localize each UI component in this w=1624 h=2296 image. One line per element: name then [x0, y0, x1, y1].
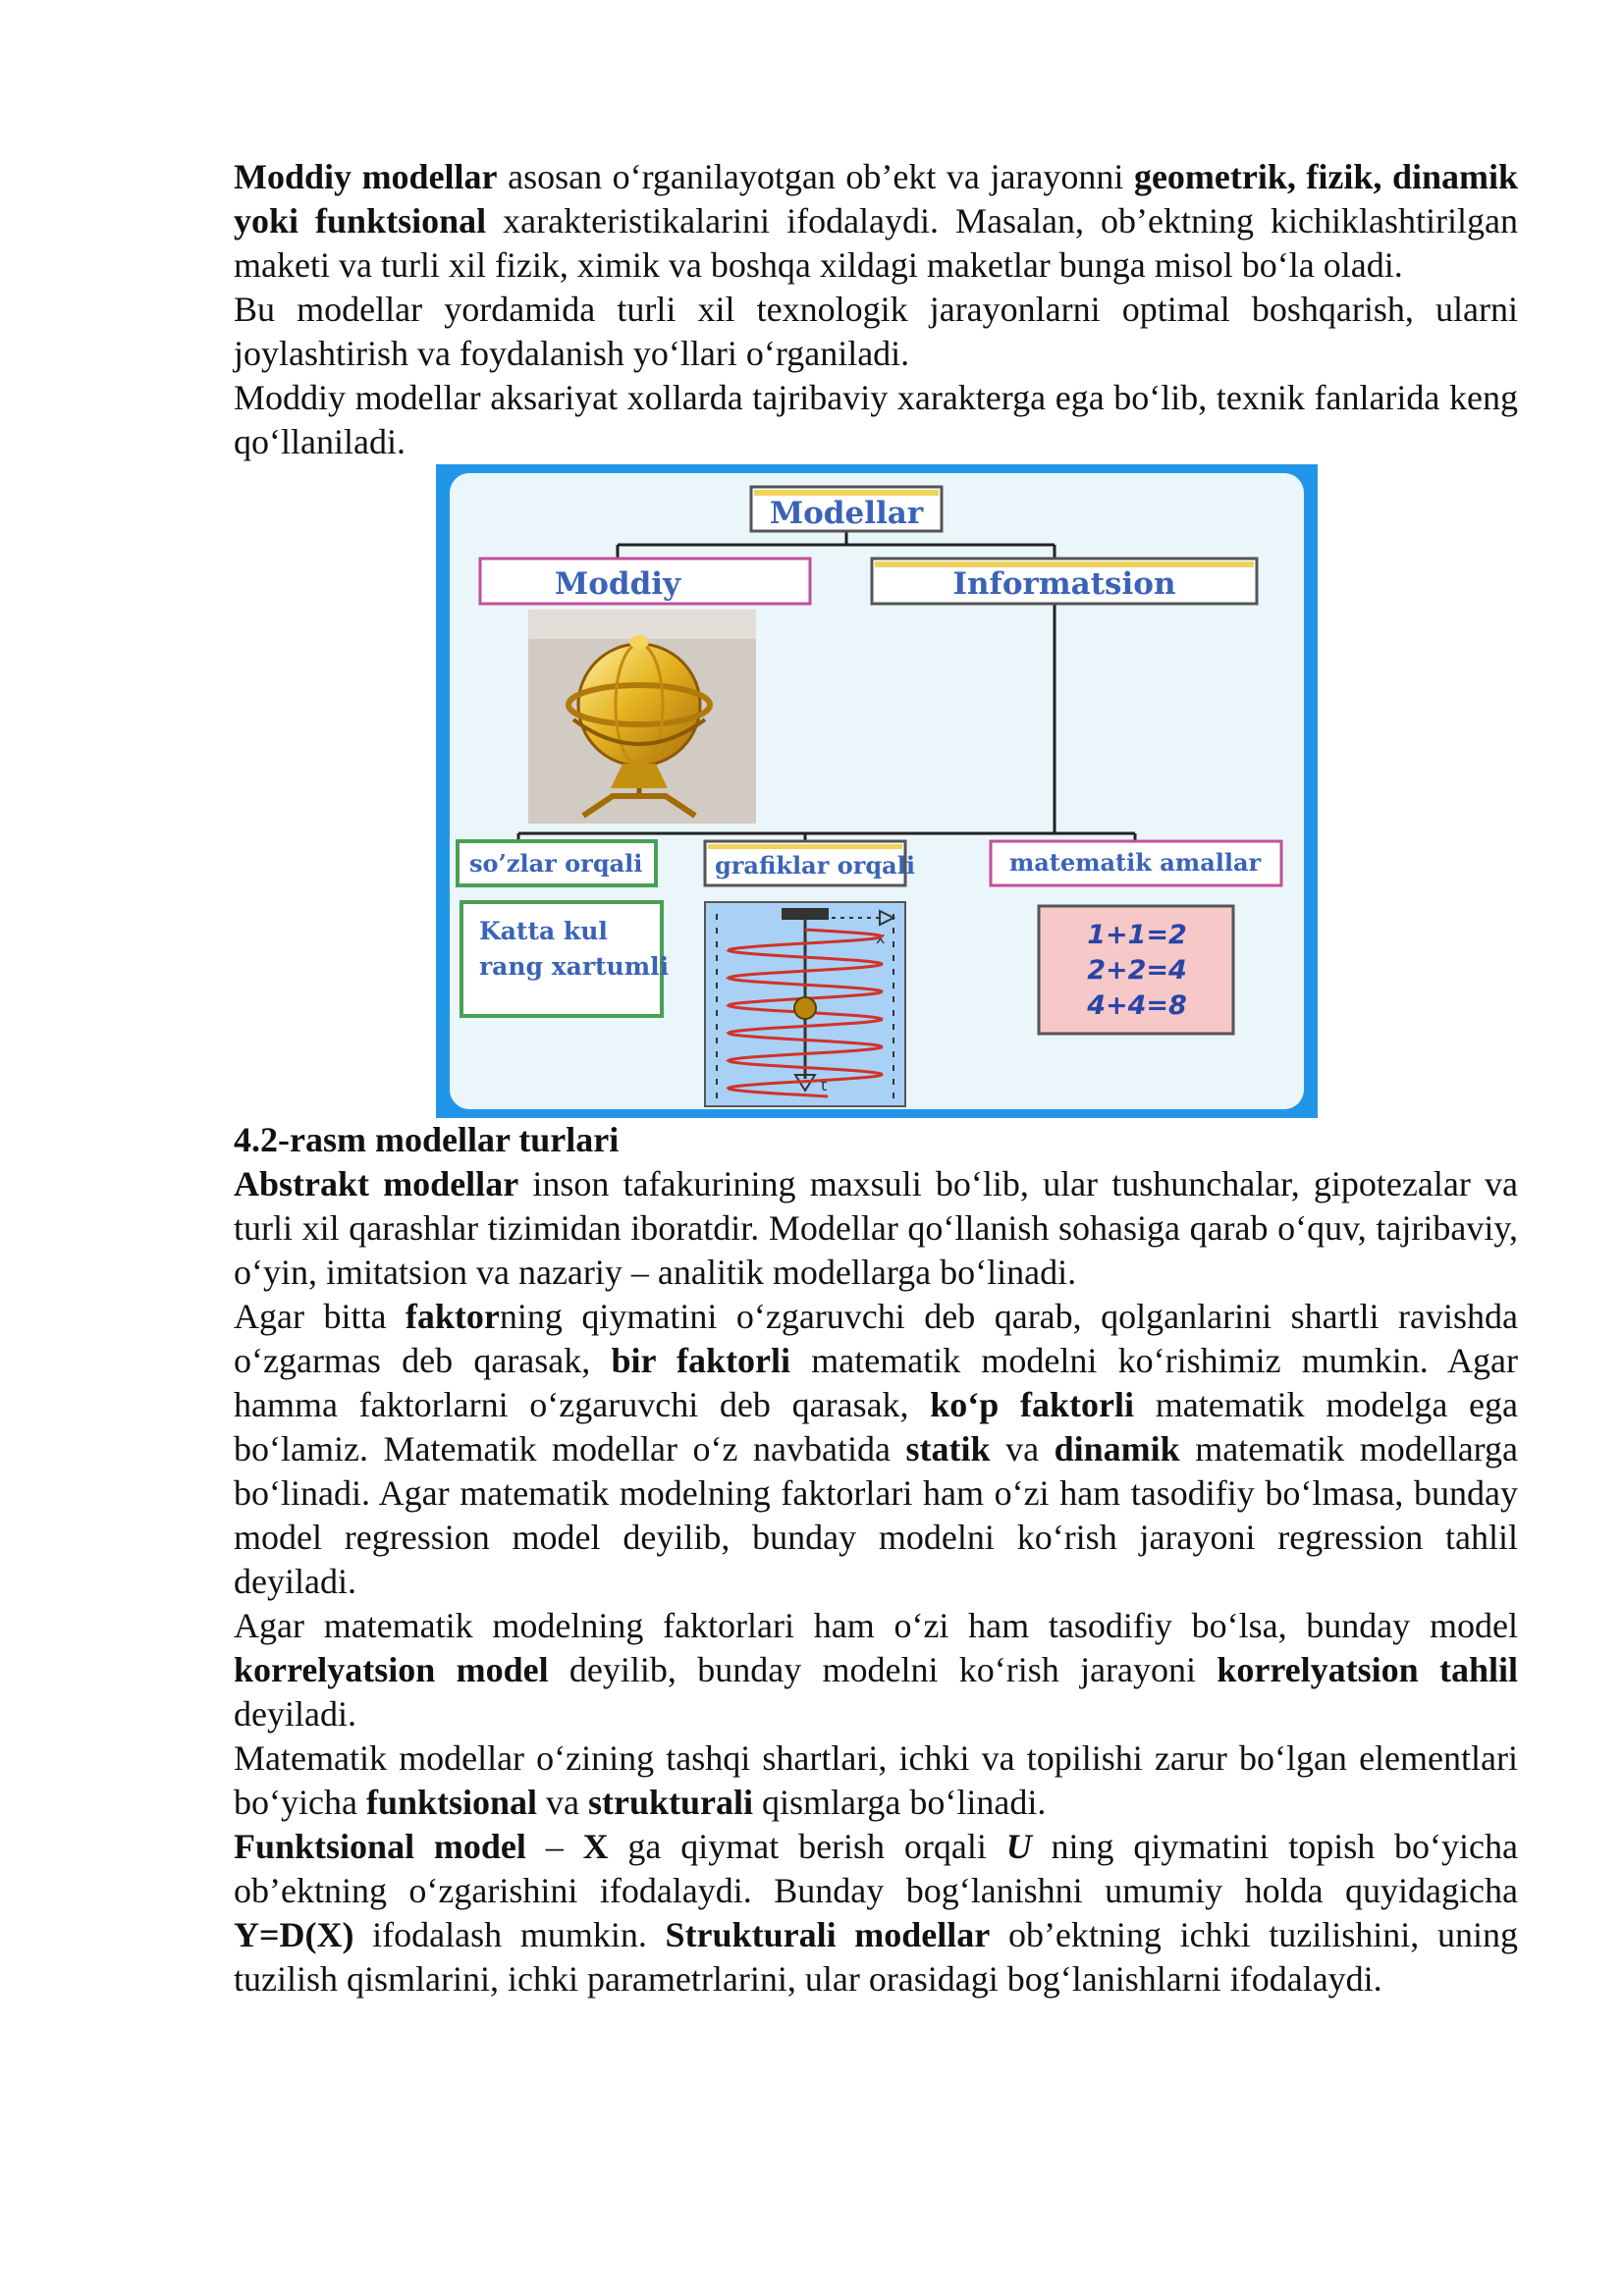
axis-t-label: t [821, 1076, 828, 1095]
math-line-1: 1+1=2 [1087, 920, 1187, 950]
axis-x-label: x [876, 929, 886, 947]
root-label: Modellar [769, 496, 924, 531]
words-line-1: Katta kul [479, 917, 608, 945]
pendulum-bob-icon [794, 997, 816, 1019]
globe-sphere-icon [578, 644, 700, 766]
pendulum-graph [705, 902, 905, 1106]
models-diagram-svg [436, 464, 1318, 1118]
models-diagram [436, 464, 1318, 1118]
document-page [234, 155, 1518, 2002]
informatsion-label: Informatsion [952, 566, 1176, 602]
paragraph-models-usage: Bu modellar yordamida turli xil texnologik jarayonlarni optimal boshqarish, ularni joylashtirish va foydalanish yo‘llari o‘rganiladi. [234, 290, 1518, 373]
words-label: so’zlar orqali [469, 849, 643, 878]
pivot-icon [782, 908, 829, 920]
moddiy-label: Moddiy [554, 566, 681, 602]
figure-caption: 4.2-rasm modellar turlari [234, 1120, 620, 1159]
paragraph-experimental: Moddiy modellar aksariyat xollarda tajribaviy xarakterga ega bo‘lib, texnik fanlarida keng qo‘llaniladi. [234, 378, 1518, 461]
graphs-label: grafiklar orqali [715, 851, 915, 880]
paragraph-abstract-models: Abstrakt modellar inson tafakurining maxsuli bo‘lib, ular tushunchalar, gipotezalar va turli xil qarashlar tizimidan iboratdir. Modellar qo‘llanish sohasiga qarab o‘quv, tajribaviy, o‘yin, imitatsion va nazariy – analitik modellarga bo‘linadi. [234, 1164, 1518, 1292]
paragraph-correlation: Agar matematik modelning faktorlari ham o‘zi ham tasodifiy bo‘lsa, bunday model korrelyatsion model deyilib, bunday modelni ko‘rish jarayoni korrelyatsion tahlil deyiladi. [234, 1606, 1518, 1734]
math-line-2: 2+2=4 [1087, 955, 1187, 986]
paragraph-structure-parts: Matematik modellar o‘zining tashqi shartlari, ichki va topilishi zarur bo‘lgan elementlari bo‘yicha funktsional va strukturali qismlarga bo‘linadi. [234, 1738, 1518, 1822]
words-line-2: rang xartumli [479, 952, 670, 981]
globe-image [528, 610, 756, 824]
math-label: matematik amallar [1008, 848, 1262, 877]
paragraph-material-models: Moddiy modellar asosan o‘rganilayotgan ob’ekt va jarayonni geometrik, fizik, dinamik yoki funktsional xarakteristikalarini ifodalaydi. Masalan, ob’ektning kichiklashtirilgan maketi va turli xil fizik, ximik va boshqa xildagi maketlar bunga misol bo‘la oladi. [234, 157, 1519, 285]
math-line-3: 4+4=8 [1087, 990, 1187, 1021]
paragraph-factors: Agar bitta faktorning qiymatini o‘zgaruvchi deb qarab, qolganlarini shartli ravishda o‘zgarmas deb qarasak, bir faktorli matematik modelni ko‘rishimiz mumkin. Agar hamma faktorlarni o‘zgaruvchi deb qarasak, ko‘p faktorli matematik modelga ega bo‘lamiz. Matematik modellar o‘z navbatida statik va dinamik matematik modellarga bo‘linadi. Agar matematik modelning faktorlari ham o‘zi ham tasodifiy bo‘lmasa, bunday model regression model deyilib, bunday modelni ko‘rish jarayoni regression tahlil deyiladi. [234, 1297, 1518, 1601]
paragraph-functional-model: Funktsional model – X ga qiymat berish orqali U ning qiymatini topish bo‘yicha ob’ektning o‘zgarishini ifodalaydi. Bunday bog‘lanishni umumiy holda quyidagicha Y=D(X) ifodalash mumkin. Strukturali modellar ob’ektning ichki tuzilishini, uning tuzilish qismlarini, ichki parametrlarini, ular orasidagi bog‘lanishlarni ifodalaydi. [234, 1827, 1519, 1999]
